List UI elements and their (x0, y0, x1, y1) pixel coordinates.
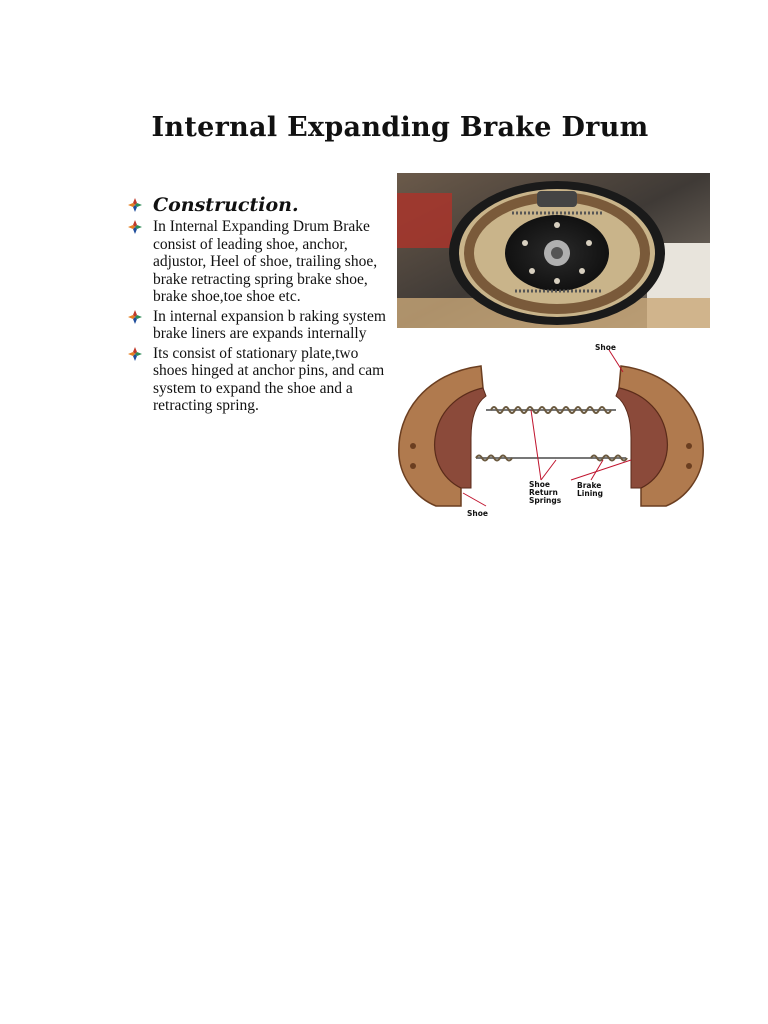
label-brake-lining-2: Lining (577, 489, 603, 498)
bullet-item (128, 345, 390, 415)
bullet-text: In Internal Expanding Drum Brake consist of leading shoe, anchor, adjustor, Heel of shoe, trailing shoe, brake retracting spring brake shoe, brake shoe,toe shoe etc. (153, 218, 378, 305)
diamond-arrow-bullet-icon (128, 347, 142, 361)
label-shoe-top: Shoe (595, 343, 616, 352)
brake-drum-photo (397, 173, 710, 328)
label-brake-lining-1: Brake (577, 481, 602, 490)
diamond-arrow-bullet-icon (128, 198, 142, 212)
label-return-springs-3: Springs (529, 496, 562, 505)
bullet-list (128, 193, 390, 417)
page-title: Internal Expanding Brake Drum (151, 112, 649, 143)
label-shoe-bottom: Shoe (467, 509, 488, 518)
bullet-text: Its consist of stationary plate,two shoes hinged at anchor pins, and cam system to expand the shoe and a retracting spring. (153, 344, 385, 414)
bullet-text: In internal expansion b raking system brake liners are expands internally (153, 307, 386, 342)
diamond-arrow-bullet-icon (128, 310, 142, 324)
bullet-item (128, 308, 390, 343)
bullet-item (128, 218, 390, 306)
label-return-springs-2: Return (529, 488, 558, 497)
bullet-text: Construction. (153, 194, 299, 216)
brake-shoe-diagram (391, 338, 711, 523)
label-return-springs-1: Shoe (529, 480, 550, 489)
diamond-arrow-bullet-icon (128, 220, 142, 234)
bullet-heading-construction (128, 193, 390, 217)
